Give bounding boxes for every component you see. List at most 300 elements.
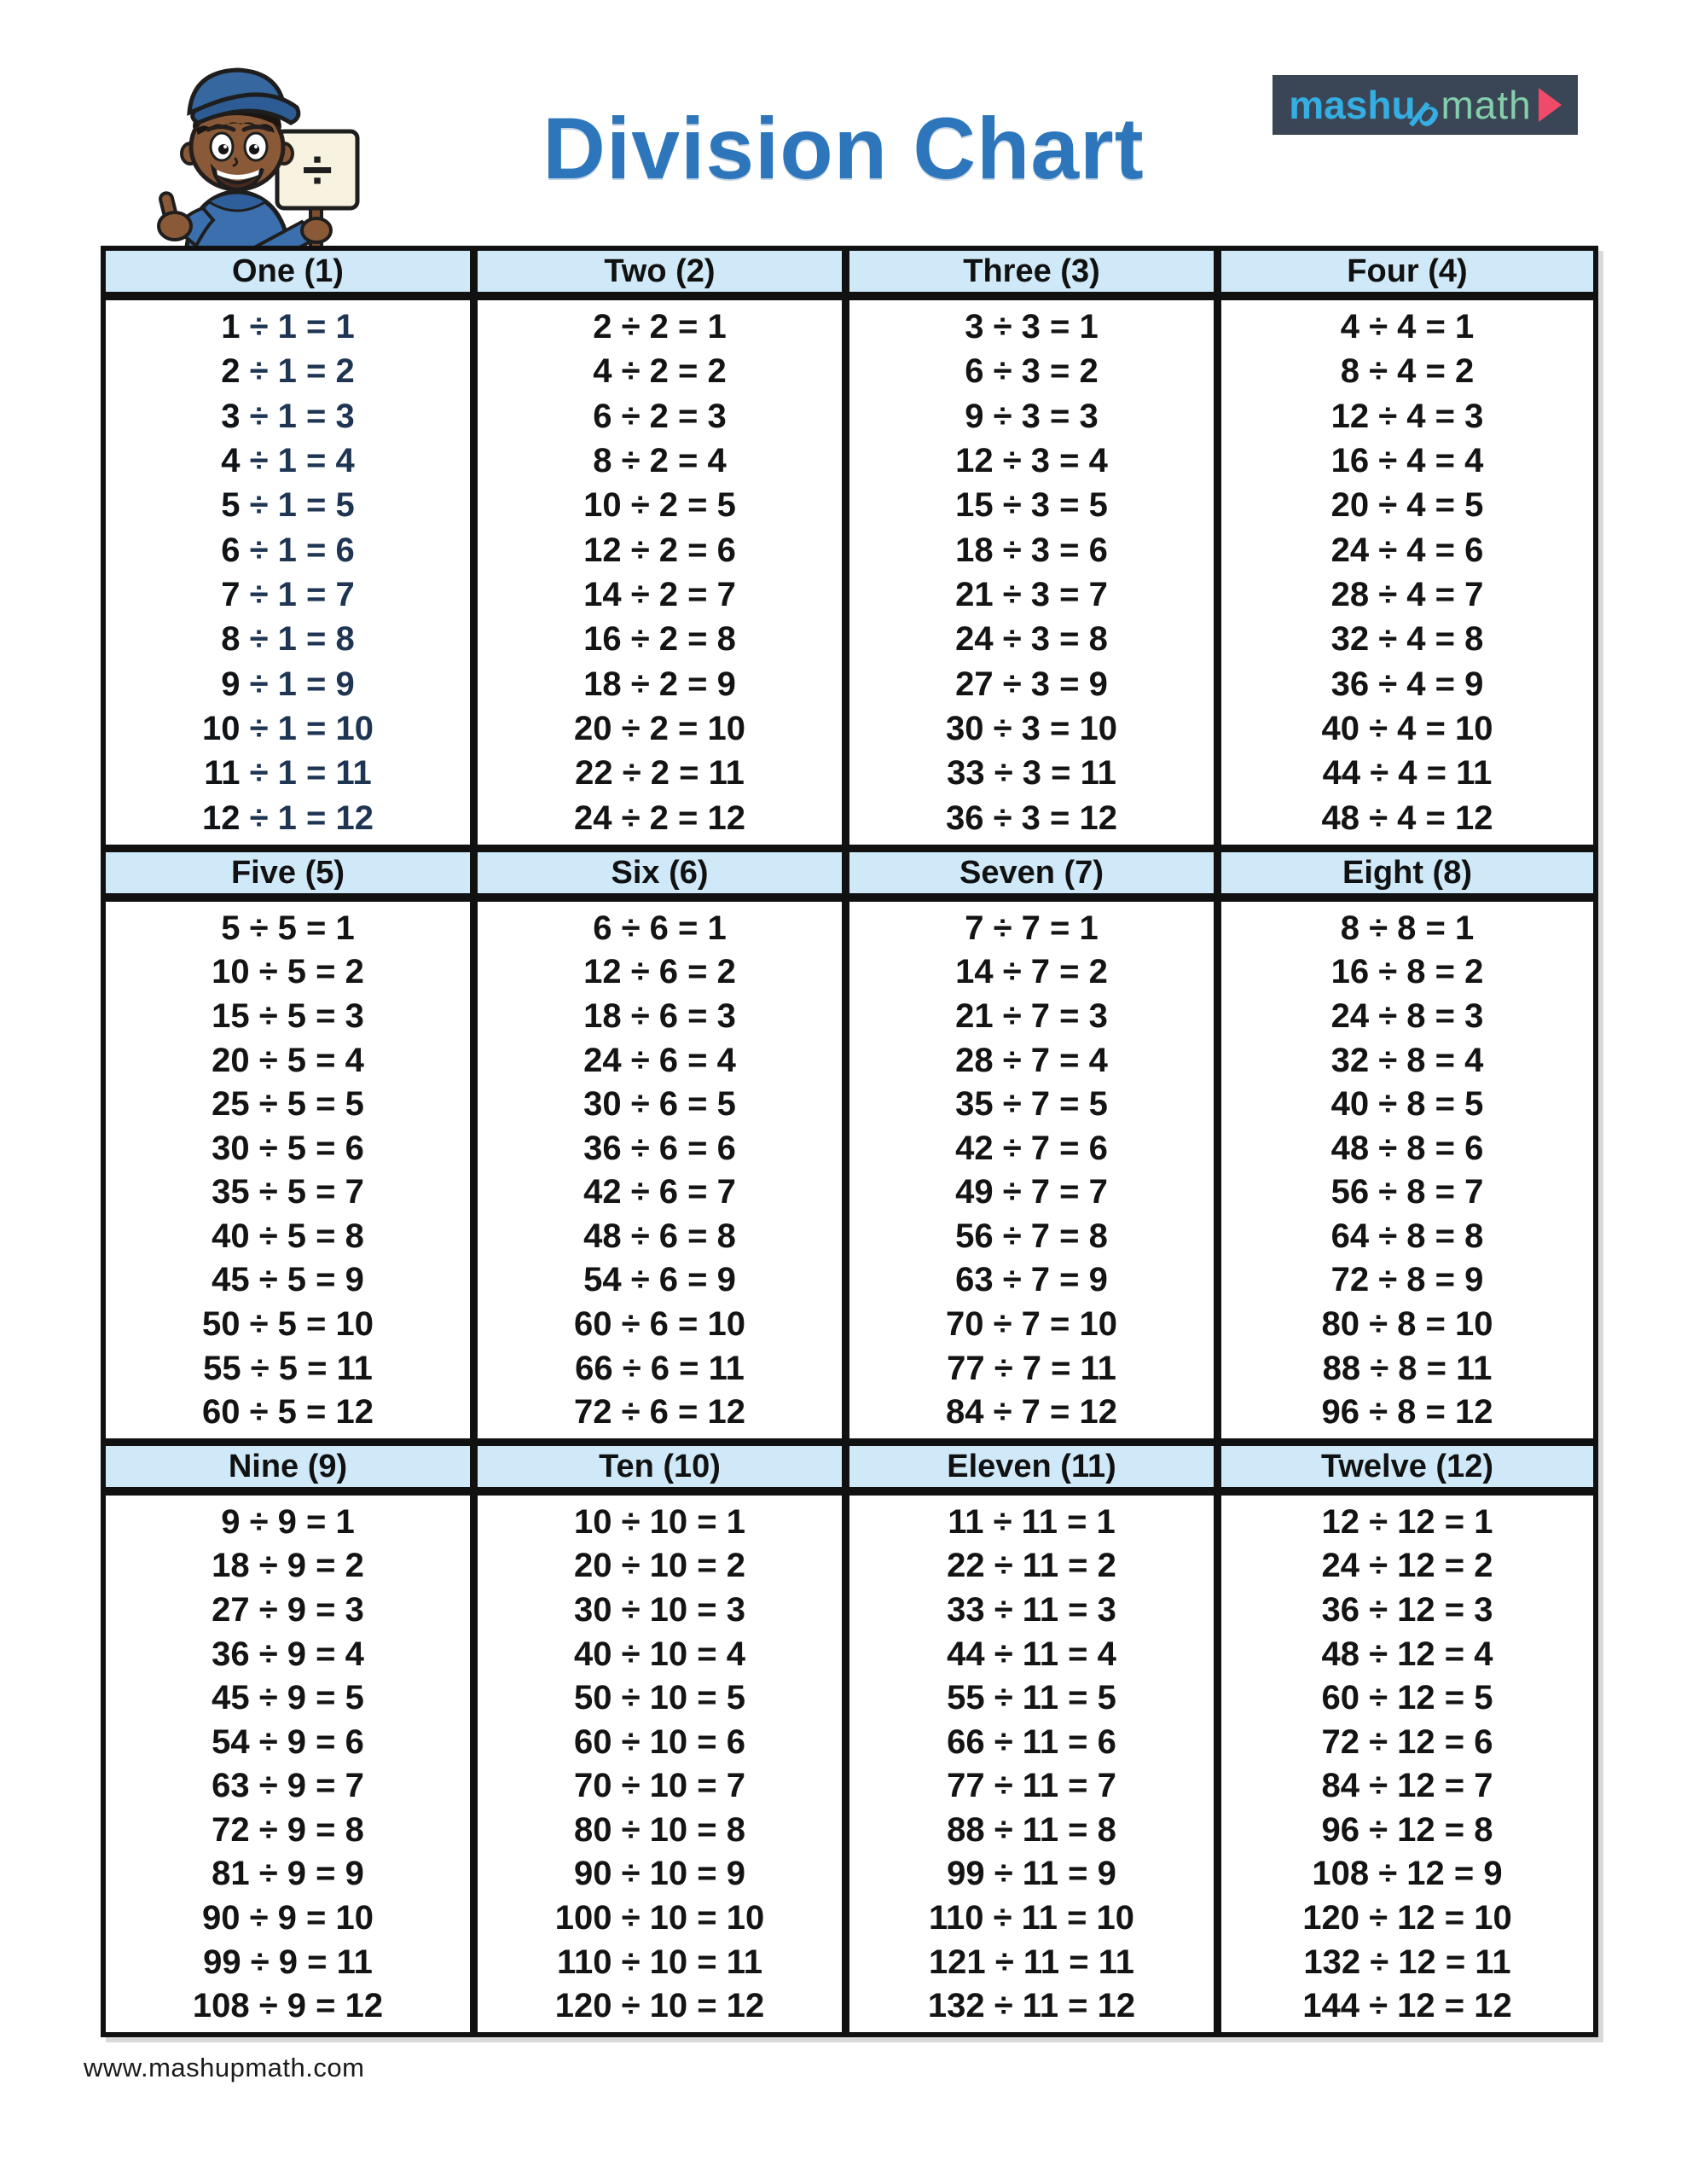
pupil-left	[218, 144, 229, 154]
divisor-equals-quotient: ÷ 5 = 4	[258, 1041, 364, 1079]
dividend: 30	[573, 1590, 612, 1629]
division-equation	[106, 1085, 470, 1124]
division-equation	[478, 1351, 842, 1385]
division-equation	[1221, 1263, 1593, 1297]
dividend: 30	[945, 710, 984, 748]
dividend: 36	[1321, 1590, 1359, 1629]
divisor-equals-quotient: ÷ 3 = 6	[1002, 531, 1108, 569]
section-title: Two (2)	[604, 253, 716, 289]
divisor-equals-quotient: ÷ 6 = 12	[621, 1393, 745, 1432]
dividend: 10	[583, 486, 622, 525]
dividend: 18	[583, 996, 622, 1035]
divisor-equals-quotient: ÷ 12 = 5	[1369, 1679, 1493, 1717]
divisor-equals-quotient: ÷ 4 = 8	[1378, 620, 1484, 659]
section-body	[1221, 1496, 1593, 2032]
section-body	[1221, 902, 1593, 1438]
divisor-equals-quotient: ÷ 10 = 4	[621, 1635, 745, 1673]
division-equation	[106, 1681, 470, 1715]
dividend: 18	[955, 531, 994, 569]
dividend: 72	[573, 1393, 612, 1432]
division-equation	[849, 1945, 1214, 1979]
dividend: 55	[203, 1349, 241, 1387]
dividend: 9	[221, 665, 241, 703]
division-equation	[849, 1131, 1214, 1165]
dividend: 30	[212, 1129, 250, 1167]
divisor-equals-quotient: ÷ 6 = 3	[630, 996, 736, 1035]
division-section	[478, 1446, 849, 2032]
logo-text-mashup: mashu	[1289, 83, 1416, 127]
division-equation	[1221, 1219, 1593, 1253]
divisor-equals-quotient: ÷ 4 = 1	[1369, 308, 1475, 346]
dividend: 90	[201, 1898, 241, 1937]
divisor-equals-quotient: ÷ 8 = 1	[1369, 909, 1475, 947]
dividend: 9	[221, 1502, 241, 1541]
dividend: 35	[212, 1173, 250, 1211]
division-equation	[478, 667, 842, 701]
division-equation	[478, 1945, 842, 1979]
division-equation	[849, 620, 1214, 659]
dividend: 48	[1321, 1635, 1359, 1673]
division-equation	[478, 955, 842, 989]
dividend: 48	[1330, 1129, 1370, 1167]
dividend: 60	[573, 1304, 612, 1343]
dividend: 7	[221, 576, 241, 614]
division-equation	[849, 1810, 1214, 1849]
dividend: 99	[203, 1943, 241, 1981]
division-equation	[849, 911, 1214, 945]
dividend: 45	[212, 1261, 250, 1299]
section-title: Four (4)	[1347, 253, 1468, 289]
dividend: 16	[583, 620, 622, 659]
divisor-equals-quotient: ÷ 8 = 3	[1378, 996, 1484, 1035]
section-header	[106, 1446, 470, 1496]
division-equation	[478, 1810, 842, 1849]
division-equation	[1221, 1989, 1593, 2023]
divisor-equals-quotient: ÷ 2 = 2	[621, 352, 727, 391]
dividend: 4	[1340, 308, 1359, 346]
section-header	[478, 1446, 842, 1496]
divisor-equals-quotient: ÷ 11 = 4	[994, 1635, 1116, 1673]
divisor-equals-quotient: ÷ 1 = 6	[249, 531, 355, 569]
division-equation	[106, 1219, 470, 1253]
divisor-equals-quotient: ÷ 12 = 7	[1369, 1767, 1493, 1805]
division-section	[106, 251, 478, 845]
dividend: 28	[955, 1041, 994, 1079]
dividend: 44	[1322, 754, 1361, 793]
division-equation	[849, 310, 1214, 344]
dividend: 42	[955, 1129, 994, 1167]
division-equation	[849, 1219, 1214, 1253]
divisor-equals-quotient: ÷ 12 = 8	[1369, 1810, 1493, 1849]
section-header	[106, 852, 470, 902]
divisor-equals-quotient: ÷ 9 = 4	[258, 1635, 364, 1673]
divisor-equals-quotient: ÷ 3 = 10	[993, 710, 1117, 748]
divisor-equals-quotient: ÷ 4 = 12	[1369, 799, 1493, 837]
divisor-equals-quotient: ÷ 9 = 9	[258, 1855, 364, 1893]
divisor-equals-quotient: ÷ 11 = 10	[993, 1898, 1135, 1937]
division-equation	[849, 1548, 1214, 1583]
divisor-equals-quotient: ÷ 6 = 7	[630, 1173, 736, 1211]
divisor-equals-quotient: ÷ 1 = 12	[249, 799, 374, 837]
division-equation	[1221, 1502, 1593, 1541]
dividend: 12	[1330, 397, 1370, 435]
dividend: 36	[1330, 665, 1370, 703]
division-equation	[1221, 1175, 1593, 1209]
dividend: 24	[1330, 996, 1370, 1035]
division-equation	[1221, 1945, 1593, 1979]
division-equation	[478, 1131, 842, 1165]
division-equation	[1221, 620, 1593, 659]
divisor-equals-quotient: ÷ 1 = 7	[249, 576, 355, 614]
divisor-equals-quotient: ÷ 1 = 4	[249, 442, 355, 480]
division-equation	[849, 1502, 1214, 1541]
divisor-equals-quotient: ÷ 7 = 8	[1002, 1217, 1108, 1255]
dividend: 5	[221, 486, 241, 525]
dividend: 21	[955, 576, 994, 614]
dividend: 12	[583, 531, 622, 569]
division-equation	[106, 310, 470, 344]
dividend: 90	[573, 1855, 612, 1893]
section-title: Five (5)	[230, 854, 345, 891]
division-equation	[106, 712, 470, 746]
section-body	[106, 1496, 470, 2032]
division-equation	[106, 1131, 470, 1165]
division-section	[849, 852, 1221, 1438]
divisor-equals-quotient: ÷ 7 = 7	[1002, 1173, 1108, 1211]
divisor-equals-quotient: ÷ 7 = 6	[1002, 1129, 1108, 1167]
dividend: 81	[212, 1855, 250, 1893]
division-section	[1221, 251, 1593, 845]
divisor-equals-quotient: ÷ 10 = 6	[621, 1722, 745, 1761]
divisor-equals-quotient: ÷ 2 = 8	[630, 620, 736, 659]
dividend: 80	[573, 1810, 612, 1849]
division-equation	[849, 801, 1214, 835]
divisor-equals-quotient: ÷ 12 = 9	[1378, 1855, 1503, 1893]
divisor-equals-quotient: ÷ 1 = 11	[249, 754, 372, 793]
division-equation	[849, 1263, 1214, 1297]
dividend: 88	[947, 1810, 985, 1849]
division-equation	[478, 1856, 842, 1891]
division-equation	[849, 1681, 1214, 1715]
divisor-equals-quotient: ÷ 12 = 11	[1370, 1943, 1511, 1981]
divisor-equals-quotient: ÷ 7 = 1	[993, 909, 1099, 947]
dividend: 63	[955, 1261, 994, 1299]
division-equation	[106, 754, 470, 793]
divisor-equals-quotient: ÷ 7 = 3	[1002, 996, 1108, 1035]
section-header	[1221, 251, 1593, 300]
dividend: 88	[1322, 1349, 1361, 1387]
division-equation	[478, 1043, 842, 1077]
divisor-equals-quotient: ÷ 3 = 5	[1002, 486, 1108, 525]
dividend: 32	[1330, 620, 1370, 659]
footer-url: www.mashupmath.com	[84, 2053, 365, 2082]
dividend: 40	[1330, 1085, 1370, 1124]
divisor-equals-quotient: ÷ 1 = 10	[249, 710, 374, 748]
dividend: 108	[1312, 1855, 1370, 1893]
dividend: 12	[583, 953, 622, 991]
divisor-equals-quotient: ÷ 11 = 8	[994, 1810, 1116, 1849]
division-equation	[1221, 1548, 1593, 1583]
dividend: 16	[1330, 953, 1370, 991]
division-equation	[849, 1393, 1214, 1432]
division-equation	[478, 1304, 842, 1343]
division-equation	[478, 754, 842, 793]
gripping-hand	[302, 218, 331, 242]
dividend: 110	[928, 1898, 984, 1937]
division-equation	[478, 1898, 842, 1937]
section-body	[478, 902, 842, 1438]
dividend: 6	[593, 909, 612, 947]
division-equation	[478, 1548, 842, 1583]
dividend: 36	[583, 1129, 622, 1167]
divisor-equals-quotient: ÷ 1 = 5	[249, 486, 355, 525]
division-equation	[106, 1722, 470, 1761]
division-equation	[849, 578, 1214, 612]
division-table	[101, 246, 1598, 2037]
dividend: 30	[583, 1085, 622, 1124]
dividend: 18	[583, 665, 622, 703]
divisor-equals-quotient: ÷ 10 = 9	[621, 1855, 745, 1893]
dividend: 72	[1321, 1722, 1359, 1761]
division-equation	[106, 352, 470, 391]
division-equation	[478, 911, 842, 945]
division-equation	[1221, 1769, 1593, 1803]
division-equation	[478, 801, 842, 835]
dividend: 10	[573, 1502, 612, 1541]
dividend: 21	[955, 996, 994, 1035]
section-header	[1221, 1446, 1593, 1496]
divisor-equals-quotient: ÷ 10 = 8	[621, 1810, 745, 1849]
division-equation	[1221, 578, 1593, 612]
division-equation	[106, 667, 470, 701]
divisor-equals-quotient: ÷ 8 = 6	[1378, 1129, 1484, 1167]
dividend: 11	[204, 754, 241, 793]
dividend: 36	[945, 799, 984, 837]
divisor-equals-quotient: ÷ 9 = 11	[250, 1943, 373, 1981]
division-equation	[106, 1393, 470, 1432]
pupil-right	[249, 144, 259, 154]
dividend: 54	[212, 1722, 250, 1761]
section-title: Six (6)	[611, 854, 709, 891]
divisor-equals-quotient: ÷ 4 = 11	[1370, 754, 1493, 793]
divisor-equals-quotient: ÷ 11 = 9	[994, 1855, 1116, 1893]
table-band-2	[106, 845, 1593, 1438]
division-equation	[1221, 712, 1593, 746]
section-body	[849, 1496, 1214, 2032]
divisor-equals-quotient: ÷ 12 = 10	[1369, 1898, 1512, 1937]
divisor-equals-quotient: ÷ 2 = 3	[621, 397, 727, 435]
divisor-equals-quotient: ÷ 4 = 2	[1369, 352, 1475, 391]
division-equation	[849, 1351, 1214, 1385]
dividend: 63	[212, 1767, 250, 1805]
divisor-equals-quotient: ÷ 2 = 5	[630, 486, 736, 525]
dividend: 60	[573, 1722, 612, 1761]
thumbs-up-fist	[159, 212, 191, 240]
division-equation	[849, 1043, 1214, 1077]
divisor-equals-quotient: ÷ 1 = 9	[249, 665, 355, 703]
division-equation	[478, 1085, 842, 1124]
section-body	[849, 902, 1214, 1438]
divisor-equals-quotient: ÷ 8 = 9	[1378, 1261, 1484, 1299]
division-equation	[106, 1263, 470, 1297]
section-title: Seven (7)	[959, 854, 1104, 891]
division-equation	[849, 712, 1214, 746]
division-equation	[1221, 1393, 1593, 1432]
dividend: 6	[593, 397, 612, 435]
dividend: 77	[947, 1767, 985, 1805]
dividend: 14	[955, 953, 994, 991]
dividend: 12	[201, 799, 241, 837]
division-equation	[478, 1393, 842, 1432]
divisor-equals-quotient: ÷ 11 = 1	[993, 1502, 1116, 1541]
dividend: 25	[212, 1085, 250, 1124]
section-body	[478, 300, 842, 845]
section-header	[106, 251, 470, 300]
divisor-equals-quotient: ÷ 2 = 12	[621, 799, 745, 837]
division-equation	[849, 486, 1214, 525]
divisor-equals-quotient: ÷ 8 = 10	[1369, 1304, 1493, 1343]
divisor-equals-quotient: ÷ 11 = 11	[994, 1943, 1135, 1981]
dividend: 120	[554, 1987, 612, 2025]
divisor-equals-quotient: ÷ 12 = 3	[1369, 1590, 1493, 1629]
section-header	[849, 1446, 1214, 1496]
dividend: 40	[212, 1217, 250, 1255]
division-equation	[478, 1989, 842, 2023]
divisor-equals-quotient: ÷ 3 = 1	[993, 308, 1099, 346]
division-equation	[1221, 801, 1593, 835]
divisor-equals-quotient: ÷ 3 = 11	[994, 754, 1116, 793]
division-equation	[478, 1590, 842, 1629]
divisor-equals-quotient: ÷ 9 = 3	[258, 1590, 364, 1629]
divisor-equals-quotient: ÷ 10 = 3	[621, 1590, 745, 1629]
divisor-equals-quotient: ÷ 9 = 7	[258, 1767, 364, 1805]
division-section	[849, 1446, 1221, 2032]
division-equation	[478, 712, 842, 746]
divisor-equals-quotient: ÷ 8 = 12	[1369, 1393, 1493, 1432]
dividend: 84	[1321, 1767, 1359, 1805]
division-equation	[849, 1898, 1214, 1937]
division-equation	[1221, 1722, 1593, 1761]
section-title: Twelve (12)	[1320, 1448, 1494, 1484]
dividend: 80	[1321, 1304, 1359, 1343]
divisor-equals-quotient: ÷ 8 = 11	[1370, 1349, 1493, 1387]
divisor-equals-quotient: ÷ 12 = 2	[1369, 1547, 1493, 1585]
division-equation	[1221, 911, 1593, 945]
dividend: 72	[212, 1810, 250, 1849]
dividend: 24	[583, 1041, 622, 1079]
division-equation	[1221, 444, 1593, 478]
division-equation	[106, 1351, 470, 1385]
divisor-equals-quotient: ÷ 12 = 12	[1369, 1987, 1512, 2025]
divisor-equals-quotient: ÷ 1 = 3	[249, 397, 355, 435]
division-equation	[1221, 1810, 1593, 1849]
division-equation	[478, 996, 842, 1035]
division-equation	[1221, 352, 1593, 391]
divisor-equals-quotient: ÷ 5 = 5	[258, 1085, 364, 1124]
divisor-equals-quotient: ÷ 1 = 8	[249, 620, 355, 659]
division-equation	[1221, 1898, 1593, 1937]
divisor-equals-quotient: ÷ 1 = 2	[249, 352, 355, 391]
divisor-equals-quotient: ÷ 7 = 4	[1002, 1041, 1108, 1079]
division-equation	[106, 1590, 470, 1629]
division-equation	[478, 310, 842, 344]
division-equation	[1221, 1856, 1593, 1891]
division-equation	[849, 1637, 1214, 1671]
divisor-equals-quotient: ÷ 8 = 2	[1378, 953, 1484, 991]
divisor-equals-quotient: ÷ 9 = 8	[258, 1810, 364, 1849]
divisor-equals-quotient: ÷ 9 = 12	[258, 1987, 384, 2025]
dividend: 16	[1330, 442, 1370, 480]
divisor-equals-quotient: ÷ 7 = 10	[993, 1304, 1117, 1343]
division-equation	[106, 620, 470, 659]
divisor-equals-quotient: ÷ 3 = 2	[993, 352, 1099, 391]
division-equation	[106, 955, 470, 989]
dividend: 3	[965, 308, 984, 346]
division-equation	[1221, 1590, 1593, 1629]
divisor-equals-quotient: ÷ 10 = 5	[621, 1679, 745, 1717]
divisor-equals-quotient: ÷ 11 = 5	[994, 1679, 1116, 1717]
dividend: 49	[955, 1173, 994, 1211]
dividend: 36	[212, 1635, 250, 1673]
divisor-equals-quotient: ÷ 11 = 3	[994, 1590, 1116, 1629]
divisor-equals-quotient: ÷ 6 = 4	[630, 1041, 736, 1079]
division-symbol: ÷	[302, 139, 333, 200]
dividend: 64	[1330, 1217, 1370, 1255]
divisor-equals-quotient: ÷ 7 = 2	[1002, 953, 1108, 991]
division-section	[478, 251, 849, 845]
divisor-equals-quotient: ÷ 4 = 10	[1369, 710, 1493, 748]
dividend: 56	[955, 1217, 994, 1255]
division-equation	[849, 955, 1214, 989]
dividend: 22	[575, 754, 613, 793]
dividend: 120	[1302, 1898, 1359, 1937]
dividend: 4	[593, 352, 612, 391]
division-equation	[1221, 667, 1593, 701]
division-equation	[849, 352, 1214, 391]
dividend: 100	[554, 1898, 612, 1937]
section-title: One (1)	[232, 253, 344, 289]
divisor-equals-quotient: ÷ 8 = 4	[1378, 1041, 1484, 1079]
play-triangle-icon	[1539, 88, 1562, 122]
divisor-equals-quotient: ÷ 2 = 10	[621, 710, 745, 748]
section-header	[478, 251, 842, 300]
dividend: 72	[1330, 1261, 1370, 1299]
division-equation	[849, 1989, 1214, 2023]
dividend: 60	[1321, 1679, 1359, 1717]
section-header	[849, 852, 1214, 902]
dividend: 56	[1330, 1173, 1370, 1211]
division-equation	[1221, 1351, 1593, 1385]
dividend: 2	[221, 352, 241, 391]
division-equation	[478, 1722, 842, 1761]
dividend: 35	[955, 1085, 994, 1124]
dividend: 2	[593, 308, 612, 346]
section-title: Three (3)	[963, 253, 1100, 289]
dividend: 8	[593, 442, 612, 480]
division-equation	[1221, 533, 1593, 567]
divisor-equals-quotient: ÷ 7 = 12	[993, 1393, 1117, 1432]
divisor-equals-quotient: ÷ 8 = 8	[1378, 1217, 1484, 1255]
divisor-equals-quotient: ÷ 3 = 12	[993, 799, 1117, 837]
division-equation	[478, 1681, 842, 1715]
dividend: 66	[947, 1722, 985, 1761]
mashupmath-logo	[1272, 75, 1578, 135]
dividend: 20	[573, 1547, 612, 1585]
division-section	[1221, 1446, 1593, 2032]
division-equation	[1221, 1681, 1593, 1715]
dividend: 33	[947, 754, 985, 793]
division-equation	[1221, 399, 1593, 433]
